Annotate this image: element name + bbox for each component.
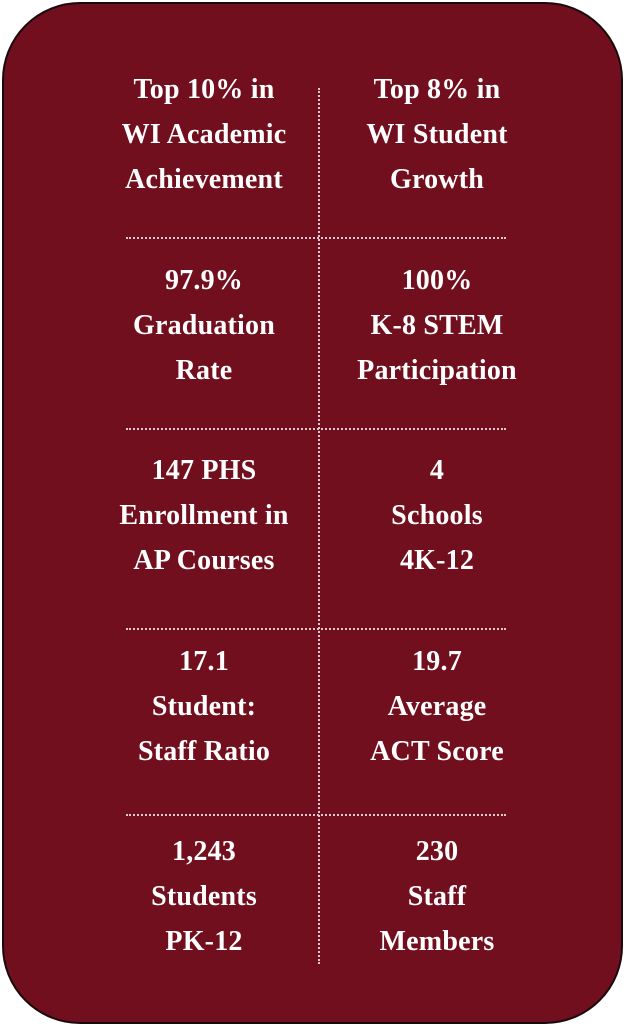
stat-line: 100%	[401, 265, 473, 296]
stat-line: Members	[379, 926, 495, 957]
stat-line: Achievement	[125, 164, 283, 195]
stat-line: 1,243	[172, 836, 236, 867]
stat-line: WI Student	[366, 119, 508, 150]
stat-line: ACT Score	[370, 736, 504, 767]
stat-stem-participation	[287, 258, 587, 393]
stat-staff-members	[287, 829, 587, 964]
stat-line: Average	[387, 691, 487, 722]
stat-line: Top 10% in	[133, 74, 275, 105]
stat-line: 147 PHS	[151, 455, 257, 486]
stat-line: 19.7	[412, 646, 462, 677]
stat-student-growth	[287, 67, 587, 202]
row-divider-1	[126, 237, 506, 239]
stat-act-score	[287, 639, 587, 774]
stat-line: Staff Ratio	[137, 736, 271, 767]
stat-line: 4	[429, 455, 445, 486]
stat-line: 230	[415, 836, 459, 867]
stat-line: AP Courses	[133, 545, 275, 576]
stat-line: Top 8% in	[373, 74, 501, 105]
stat-line: 4K-12	[399, 545, 475, 576]
stat-line: Schools	[391, 500, 483, 531]
stat-line: Graduation	[132, 310, 276, 341]
stat-line: 97.9%	[165, 265, 243, 296]
stat-line: Student:	[151, 691, 257, 722]
stats-card	[2, 2, 623, 1024]
stat-line: Staff	[407, 881, 467, 912]
stat-schools	[287, 448, 587, 583]
row-divider-2	[126, 428, 506, 430]
stat-line: 17.1	[179, 646, 229, 677]
stat-line: Participation	[357, 355, 517, 386]
stat-line: Rate	[175, 355, 233, 386]
row-divider-3	[126, 628, 506, 630]
row-divider-4	[126, 814, 506, 816]
stat-line: K-8 STEM	[370, 310, 504, 341]
stat-line: Growth	[389, 164, 485, 195]
stat-line: WI Academic	[121, 119, 287, 150]
stat-line: Students	[151, 881, 257, 912]
stat-line: Enrollment in	[119, 500, 289, 531]
stat-line: PK-12	[165, 926, 243, 957]
